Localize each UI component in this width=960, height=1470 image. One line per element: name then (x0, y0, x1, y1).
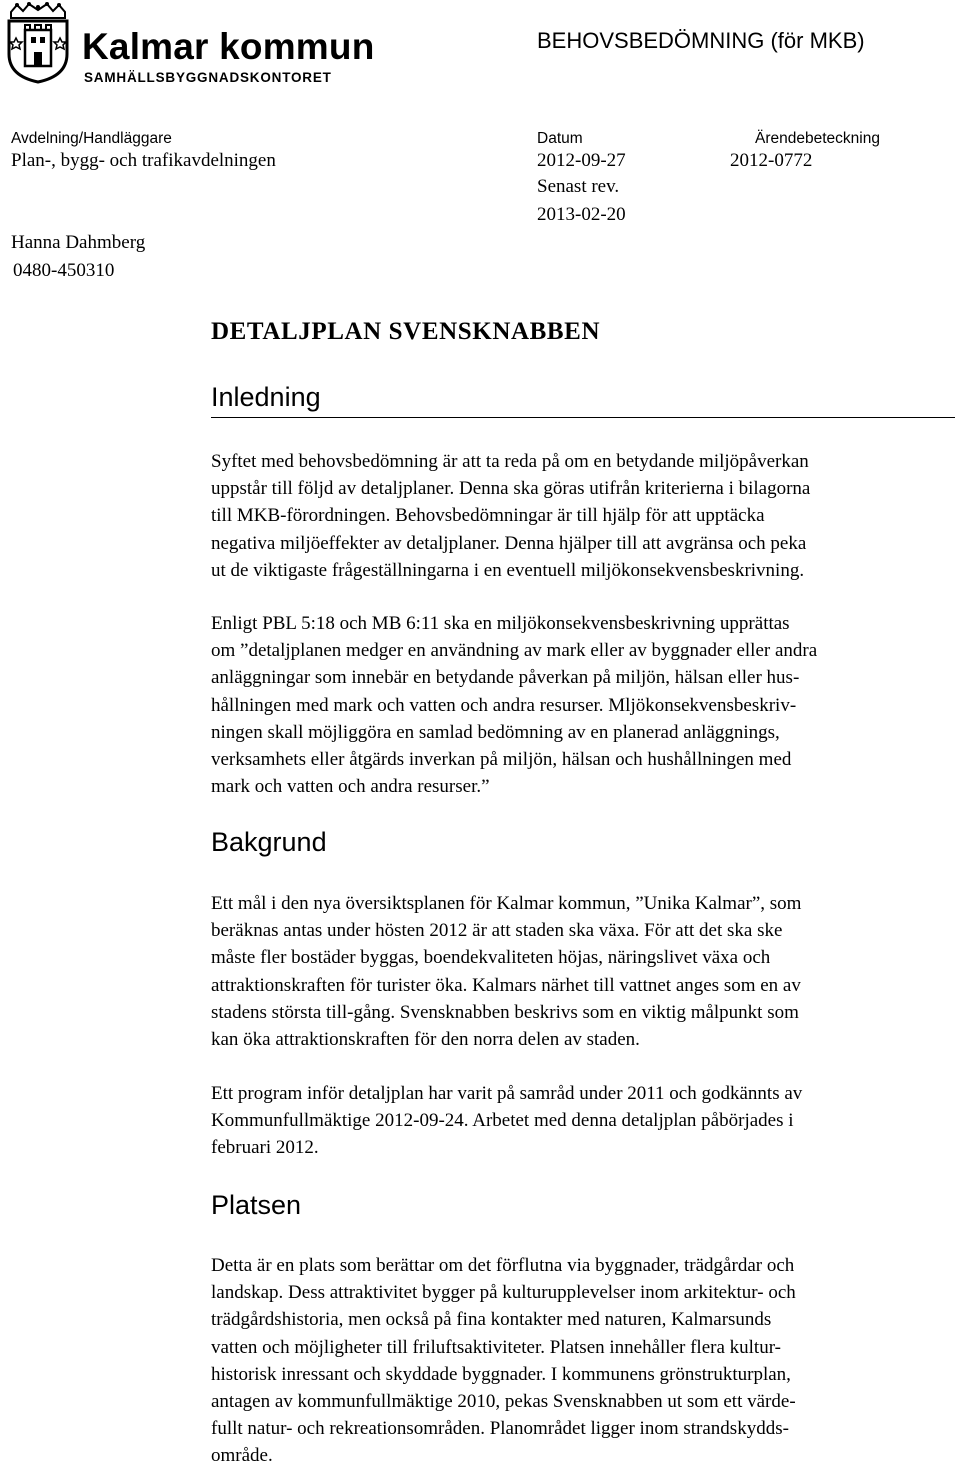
text-line: Enligt PBL 5:18 och MB 6:11 ska en miljökonsekvensbeskrivning upprättas (211, 613, 790, 634)
text-line: till MKB-förordningen. Behovsbedömningar är till hjälp för att upptäcka (211, 505, 765, 527)
revised-label: Senast rev. (537, 176, 620, 197)
text-line: område. (211, 1445, 273, 1467)
text-line: måste fler bostäder byggas, boendekvaliteten höjas, näringslivet växa och (211, 947, 771, 969)
case-value: 2012-0772 (730, 150, 813, 171)
text-line: verksamhets eller åtgärds inverkan på miljön, hälsan och hushållningen med (211, 749, 792, 771)
text-line: anläggningar som innebär en betydande påverkan på miljön, hälsan eller hus- (211, 667, 800, 689)
text-line: Ett program inför detaljplan har varit på samråd under 2011 och godkännts av (211, 1083, 803, 1104)
section-heading-inledning: Inledning (211, 382, 321, 412)
kalmar-coat-of-arms-logo (5, 2, 71, 84)
text-line: hållningen med mark och vatten och andra resurser. Mljökonsekvensbeskriv- (211, 694, 797, 716)
bakgrund-paragraph-2 (211, 1080, 951, 1162)
text-line: Kommunfullmäktige 2012-09-24. Arbetet med denna detaljplan påbörjades i (211, 1110, 794, 1132)
text-line: trädgårdshistoria, men också på fina kontakter med naturen, Kalmarsunds (211, 1309, 772, 1331)
date-value: 2012-09-27 (537, 150, 626, 171)
org-unit: SAMHÄLLSBYGGNADSKONTORET (84, 70, 332, 85)
dept-value: Plan-, bygg- och trafikavdelningen (11, 150, 276, 171)
date-label: Datum (537, 130, 583, 147)
dept-label: Avdelning/Handläggare (11, 130, 172, 147)
page-title: DETALJPLAN SVENSKNABBEN (211, 318, 601, 345)
text-line: februari 2012. (211, 1137, 319, 1159)
inledning-paragraph-1 (211, 448, 951, 584)
case-label: Ärendebeteckning (755, 130, 880, 147)
text-line: uppstår till följd av detaljplaner. Denna ska göras utifrån kriterierna i bilagorna (211, 478, 811, 500)
heading-divider (211, 417, 955, 418)
section-heading-platsen: Platsen (211, 1190, 302, 1220)
text-line: beräknas antas under hösten 2012 är att staden ska växa. För att det ska ske (211, 920, 783, 942)
text-line: Syftet med behovsbedömning är att ta reda på om en betydande miljöpåverkan (211, 451, 809, 472)
document-type: BEHOVSBEDÖMNING (för MKB) (537, 28, 865, 53)
platsen-paragraph-1 (211, 1252, 951, 1470)
text-line: ut de viktigaste frågeställningarna i en eventuell miljökonsekvensbeskrivning. (211, 559, 805, 581)
text-line: attraktionskraften för turister öka. Kalmars närhet till vattnet anges som en av (211, 974, 801, 996)
text-line: landskap. Dess attraktivitet bygger på kulturupplevelser inom arkitektur- och (211, 1282, 796, 1304)
text-line: Ett mål i den nya översiktsplanen för Kalmar kommun, ”Unika Kalmar”, som (211, 893, 802, 914)
text-line: antagen av kommunfullmäktige 2010, pekas Svensknabben ut som ett värde- (211, 1391, 796, 1413)
text-line: ningen skall möjliggöra en samlad bedömning av en planerad anläggnings, (211, 721, 780, 743)
text-line: negativa miljöeffekter av detaljplaner. Denna hjälper till att avgränsa och peka (211, 532, 807, 554)
text-line: mark och vatten och andra resurser.” (211, 776, 490, 798)
text-line: stadens största till-gång. Svensknabben beskrivs som en viktig målpunkt som (211, 1001, 799, 1023)
text-line: vatten och möjligheter till friluftsaktiviteter. Platsen innehåller flera kultur- (211, 1336, 781, 1358)
handler-phone: 0480-450310 (13, 260, 115, 281)
text-line: Detta är en plats som berättar om det förflutna via byggnader, trädgårdar och (211, 1255, 795, 1276)
revised-value: 2013-02-20 (537, 204, 626, 225)
org-name: Kalmar kommun (82, 26, 375, 67)
handler-name: Hanna Dahmberg (11, 232, 146, 253)
bakgrund-paragraph-1 (211, 890, 951, 1053)
text-line: historisk inressant och skyddade byggnader. I kommunens grönstrukturplan, (211, 1363, 791, 1385)
inledning-paragraph-2 (211, 610, 951, 800)
section-heading-bakgrund: Bakgrund (211, 827, 327, 857)
text-line: fullt natur- och rekreationsområden. Planområdet ligger inom strandskydds- (211, 1418, 789, 1440)
text-line: om ”detaljplanen medger en användning av mark eller av byggnader eller andra (211, 640, 818, 662)
text-line: kan öka attraktionskraften för den norra delen av staden. (211, 1029, 640, 1051)
